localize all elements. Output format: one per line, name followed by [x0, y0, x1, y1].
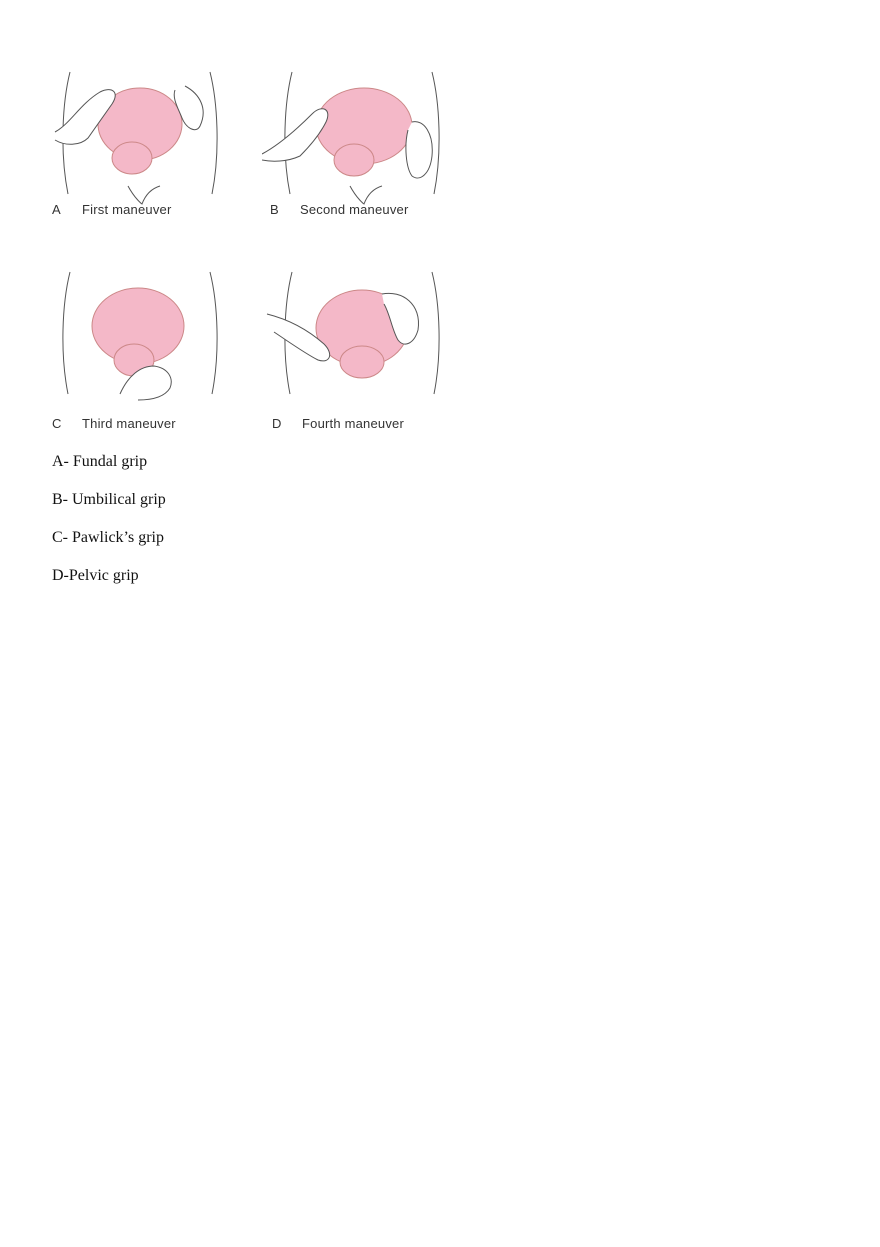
panel-caption: D Fourth maneuver [272, 416, 404, 431]
panel-caption: C Third maneuver [52, 416, 176, 431]
panel-second-maneuver [262, 64, 472, 250]
second-maneuver-illustration [262, 64, 472, 250]
panel-third-maneuver [50, 264, 260, 450]
panel-fourth-maneuver [262, 264, 472, 450]
grip-item-umbilical: B- Umbilical grip [52, 491, 166, 508]
grip-item-pawlicks: C- Pawlick’s grip [52, 529, 164, 546]
panel-first-maneuver [50, 64, 260, 250]
panel-caption: A First maneuver [52, 202, 172, 217]
grip-item-pelvic: D-Pelvic grip [52, 567, 139, 584]
first-maneuver-illustration [50, 64, 260, 250]
panel-caption: B Second maneuver [270, 202, 409, 217]
grip-list [52, 452, 166, 604]
grip-item-fundal: A- Fundal grip [52, 453, 148, 470]
leopold-maneuvers-figure [50, 64, 470, 436]
